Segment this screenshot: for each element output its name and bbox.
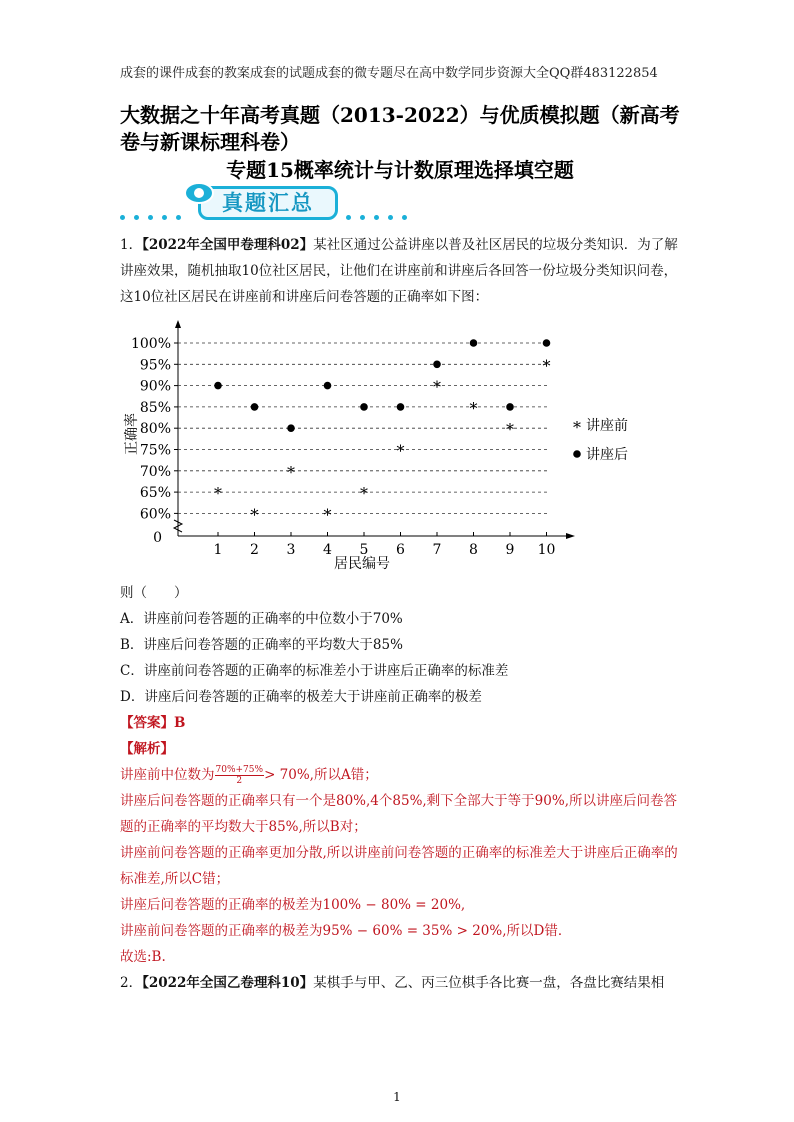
question-1-number: 1． [120,237,143,253]
x-axis-arrow [566,533,575,539]
question-1-body [120,580,680,996]
y-tick-label: 70% [139,463,171,480]
document-title: 大数据之十年高考真题（2013-2022）与优质模拟题（新高考卷与新课标理科卷） [120,103,680,154]
option-a: A．讲座前问卷答题的正确率的中位数小于70% [120,611,403,627]
legend-label-after: 讲座后 [586,447,628,463]
analysis-line-3: 讲座前问卷答题的正确率更加分散,所以讲座前问卷答题的正确率的标准差大于讲座后正确率的标准差,所以C错； [120,845,678,887]
axis-break-mark [174,520,182,532]
x-tick-label: 8 [469,542,478,558]
x-tick-label: 4 [323,542,332,558]
eye-icon [184,182,214,204]
question-1-prompt: 则（ ） [120,585,188,601]
question-1-source: 【2022年全国甲卷理科02】 [142,237,314,253]
x-tick-label: 9 [505,542,515,558]
legend-marker-before: * [573,418,581,437]
y-tick-label: 80% [139,421,171,438]
option-d: D．讲座后问卷答题的正确率的极差大于讲座前正确率的极差 [120,689,482,705]
median-fraction [215,765,265,786]
y-tick-label: 60% [139,506,171,523]
x-tick-label: 3 [286,542,296,558]
point-before: * [469,398,478,418]
y-tick-label: 85% [139,399,171,416]
fraction-denominator: 2 [236,776,243,786]
point-after [214,382,222,390]
point-before: * [360,484,368,504]
option-b: B．讲座后问卷答题的正确率的平均数大于85% [120,637,403,653]
banner-dots-left [118,215,198,221]
point-after [543,339,551,347]
x-tick-label: 2 [250,542,259,558]
analysis-line-1-suffix: > 70%,所以A错； [264,767,378,783]
answer-label: 【答案】 [120,715,174,731]
point-after [251,403,259,411]
analysis-line-4: 讲座后问卷答题的正确率的极差为100% − 80% = 20%, [120,897,466,913]
point-before: * [542,356,551,376]
question-1-text: 某社区通过公益讲座以普及社区居民的垃圾分类知识．为了解讲座效果，随机抽取10位社区居民，让他们在讲座前和讲座后各回答一份垃圾分类知识问卷，这10位社区居民在讲座前和讲座后问卷答题的正确率如下图： [120,237,678,305]
analysis-label: 【解析】 [120,741,174,757]
point-before: * [433,377,441,397]
header-note: 成套的课件成套的教案成套的试题成套的微专题尽在高中数学同步资源大全QQ群483122854 [120,66,658,81]
legend-marker-after [573,450,581,458]
y-tick-label: 100% [130,336,171,352]
question-2-source: 【2022年全国乙卷理科10】 [142,975,314,991]
page-number: 1 [393,1090,401,1104]
point-after [360,403,368,411]
section-banner [118,182,418,226]
analysis-line-2: 讲座后问卷答题的正确率只有一个是80%,4个85%,剩下全部大于等于90%,所以讲座后问卷答题的正确率的平均数大于85%,所以B对； [120,793,677,835]
point-after [433,361,441,369]
answer-value: B [174,715,186,731]
point-before: * [396,441,405,461]
chart-svg [120,316,680,576]
question-2-text: 某棋手与甲、乙、丙三位棋手各比赛一盘，各盘比赛结果相 [313,975,665,991]
question-2-stem [120,970,680,996]
fraction-numerator: 70%+75% [215,765,264,775]
section-label: 真题汇总 [222,191,314,215]
analysis-line-1-prefix: 讲座前中位数为 [120,767,215,783]
banner-dots-right [342,215,418,221]
y-tick-label: 95% [139,357,171,374]
point-after [506,403,514,411]
option-c: C．讲座前问卷答题的正确率的标准差小于讲座后正确率的标准差 [120,663,509,679]
y-axis-arrow [175,320,181,328]
y-tick-label: 65% [139,485,171,502]
x-tick-label: 7 [432,542,442,558]
section-label-box [198,186,338,220]
point-after [470,339,478,347]
point-after [287,424,295,432]
point-after [324,382,332,390]
analysis-line-6: 故选:B. [120,949,166,965]
x-tick-label: 6 [396,542,405,558]
question-2-number: 2． [120,975,143,991]
point-before: * [250,505,259,525]
y-axis-label: 正确率 [124,413,140,455]
point-before: * [506,420,514,440]
y-tick-label: 90% [139,378,171,395]
point-before: * [323,505,332,525]
y-tick-label-zero: 0 [153,530,162,546]
answer-line [120,710,680,736]
document-subtitle: 专题15概率统计与计数原理选择填空题 [226,158,574,182]
point-before: * [214,484,222,504]
x-tick-label: 5 [359,542,369,558]
question-1-stem [120,232,680,310]
x-tick-label: 10 [537,542,556,558]
x-tick-label: 1 [213,542,223,558]
point-after [397,403,405,411]
analysis-line-1 [120,762,680,788]
legend-label-before: 讲座前 [586,418,628,434]
x-axis-label: 居民编号 [334,556,390,572]
scatter-chart [120,316,680,576]
analysis-line-5: 讲座前问卷答题的正确率的极差为95% − 60% = 35% > 20%,所以D错． [120,923,572,939]
y-tick-label: 75% [139,442,171,459]
point-before: * [287,462,295,482]
